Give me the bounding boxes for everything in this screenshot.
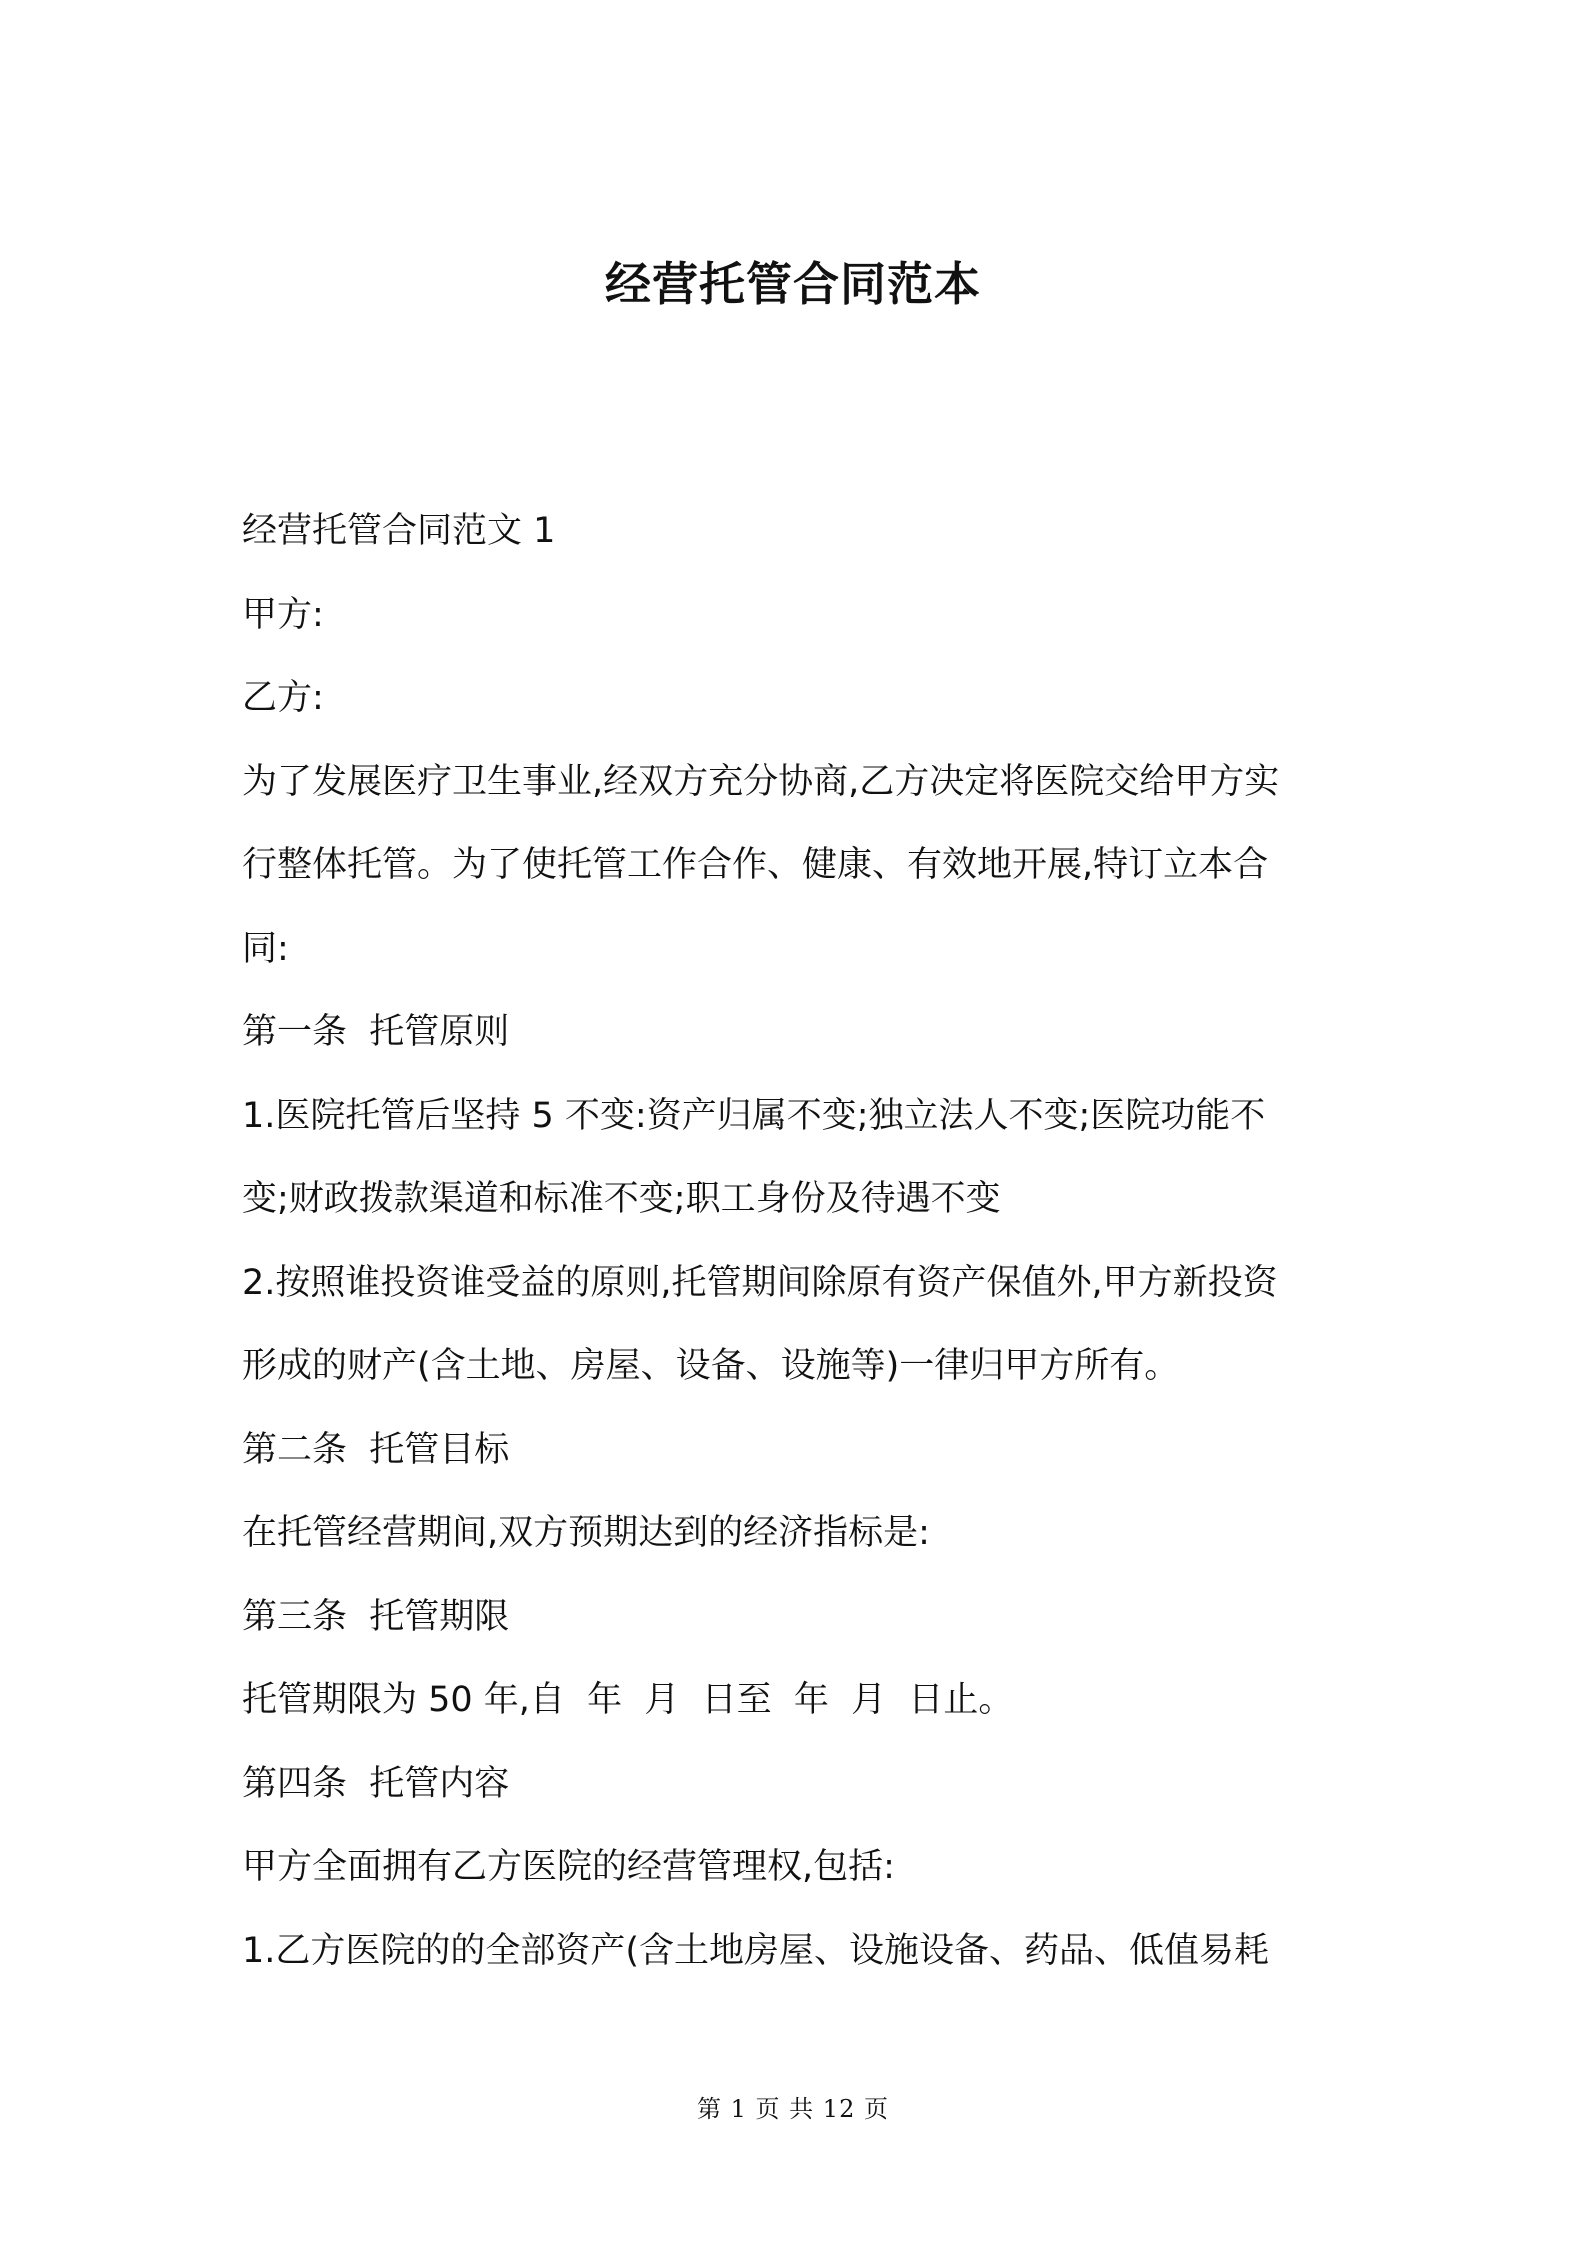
document-body [242,490,1352,1993]
page-footer: 第 1 页 共 12 页 [697,2095,889,2123]
article-heading: 第二条 托管目标 [242,1429,510,1470]
article-heading: 第一条 托管原则 [242,1012,510,1052]
party-a-line: 甲方: [242,594,324,635]
paragraph-line: 形成的财产(含土地、房屋、设备、设施等)一律归甲方所有。 [242,1346,1180,1386]
paragraph-line: 1.医院托管后坚持 5 不变:资产归属不变;独立法人不变;医院功能不 [242,1095,1266,1136]
article-heading: 第四条 托管内容 [242,1763,510,1804]
paragraph-line: 2.按照谁投资谁受益的原则,托管期间除原有资产保值外,甲方新投资 [242,1262,1278,1303]
paragraph-line: 甲方全面拥有乙方医院的经营管理权,包括: [242,1847,895,1887]
paragraph-line: 变;财政拨款渠道和标准不变;职工身份及待遇不变 [242,1179,1001,1219]
paragraph-line: 行整体托管。为了使托管工作合作、健康、有效地开展,特订立本合 [242,845,1269,885]
party-b-line: 乙方: [242,678,324,718]
article-heading: 第三条 托管期限 [242,1596,510,1637]
paragraph-line: 为了发展医疗卫生事业,经双方充分协商,乙方决定将医院交给甲方实 [242,761,1280,802]
paragraph-line: 1.乙方医院的的全部资产(含土地房屋、设施设备、药品、低值易耗 [242,1930,1270,1971]
paragraph-line: 同: [242,928,289,969]
paragraph-line: 在托管经营期间,双方预期达到的经济指标是: [242,1513,930,1553]
paragraph-line: 托管期限为 50 年,自 年 月 日至 年 月 日止。 [242,1680,1014,1720]
document-title: 经营托管合同范本 [605,257,981,311]
section-heading: 经营托管合同范文 1 [242,511,556,551]
